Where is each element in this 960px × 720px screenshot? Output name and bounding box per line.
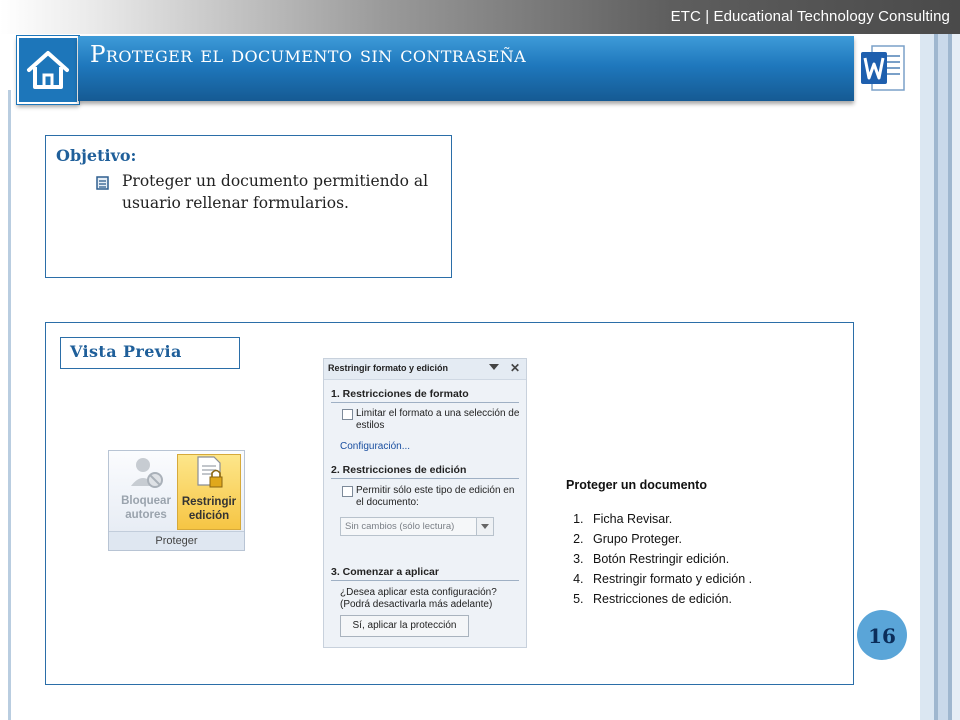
dropdown-icon[interactable] [489,364,499,370]
allow-edit-type-label: Permitir sólo este tipo de edición en el documento: [356,485,515,508]
limit-format-checkbox[interactable] [342,409,353,420]
step-item: 1. Ficha Revisar. [587,509,846,529]
page-title: Proteger el documento sin contraseña [90,42,527,68]
right-decor-stripe [938,34,948,720]
bullet-icon [94,174,112,192]
divider [331,478,519,479]
limit-format-label: Limitar el formato a una selección de estilos [356,408,520,431]
restrict-editing-label-1: Restringir [181,496,237,508]
step-item: 2. Grupo Proteger. [587,529,846,549]
section-start-enforcing: 3. Comenzar a aplicar [331,566,439,578]
pane-header [324,359,526,380]
brand-label: ETC | Educational Technology Consulting [670,8,950,25]
lock-person-icon [128,456,164,490]
block-authors-button[interactable] [115,456,177,528]
left-decor-stripe [8,90,11,720]
title-banner [78,36,854,101]
close-icon[interactable]: ✕ [510,361,521,375]
ribbon-group-label: Proteger [109,531,244,550]
section-edit-restrictions: 2. Restricciones de edición [331,464,467,476]
step-item: 4. Restringir formato y edición . [587,569,846,589]
edit-type-select-value: Sin cambios (sólo lectura) [345,521,455,532]
preview-tag [60,337,240,369]
objective-text: Proteger un documento permitiendo al usuario rellenar formularios. [122,172,429,212]
edit-type-select[interactable] [340,517,494,536]
steps-title: Proteger un documento [566,478,707,492]
ribbon-group-proteger [108,450,245,551]
restrict-editing-label-2: edición [188,510,230,522]
apply-protection-button[interactable]: Sí, aplicar la protección [340,615,469,637]
steps-list [566,478,846,609]
divider [331,402,519,403]
restrict-editing-button[interactable] [177,454,241,530]
preview-box [45,322,854,685]
apply-question: ¿Desea aplicar esta configuración? (Podrá desactivarla más adelante) [340,587,497,610]
restrict-formatting-pane [323,358,527,648]
divider [331,580,519,581]
right-decor-stripe [952,34,960,720]
home-icon [25,47,71,93]
objective-box [45,135,452,278]
page-number: 16 [857,610,907,660]
block-authors-label-1: Bloquear [121,495,171,507]
configuration-link[interactable]: Configuración... [340,441,411,452]
word-icon [858,42,908,100]
objective-title: Objetivo: [56,146,137,165]
block-authors-label-2: autores [125,509,167,521]
chevron-down-icon [476,518,493,535]
top-brand-bar [0,0,960,34]
document-lock-icon [192,455,226,491]
pane-title: Restringir formato y edición [328,363,449,373]
step-item: 3. Botón Restringir edición. [587,549,846,569]
preview-tag-label: Vista Previa [70,342,182,361]
step-item: 5. Restricciones de edición. [587,589,846,609]
section-format-restrictions: 1. Restricciones de formato [331,388,469,400]
home-button[interactable] [17,36,79,104]
right-decor-stripe [920,34,934,720]
allow-edit-type-checkbox[interactable] [342,486,353,497]
